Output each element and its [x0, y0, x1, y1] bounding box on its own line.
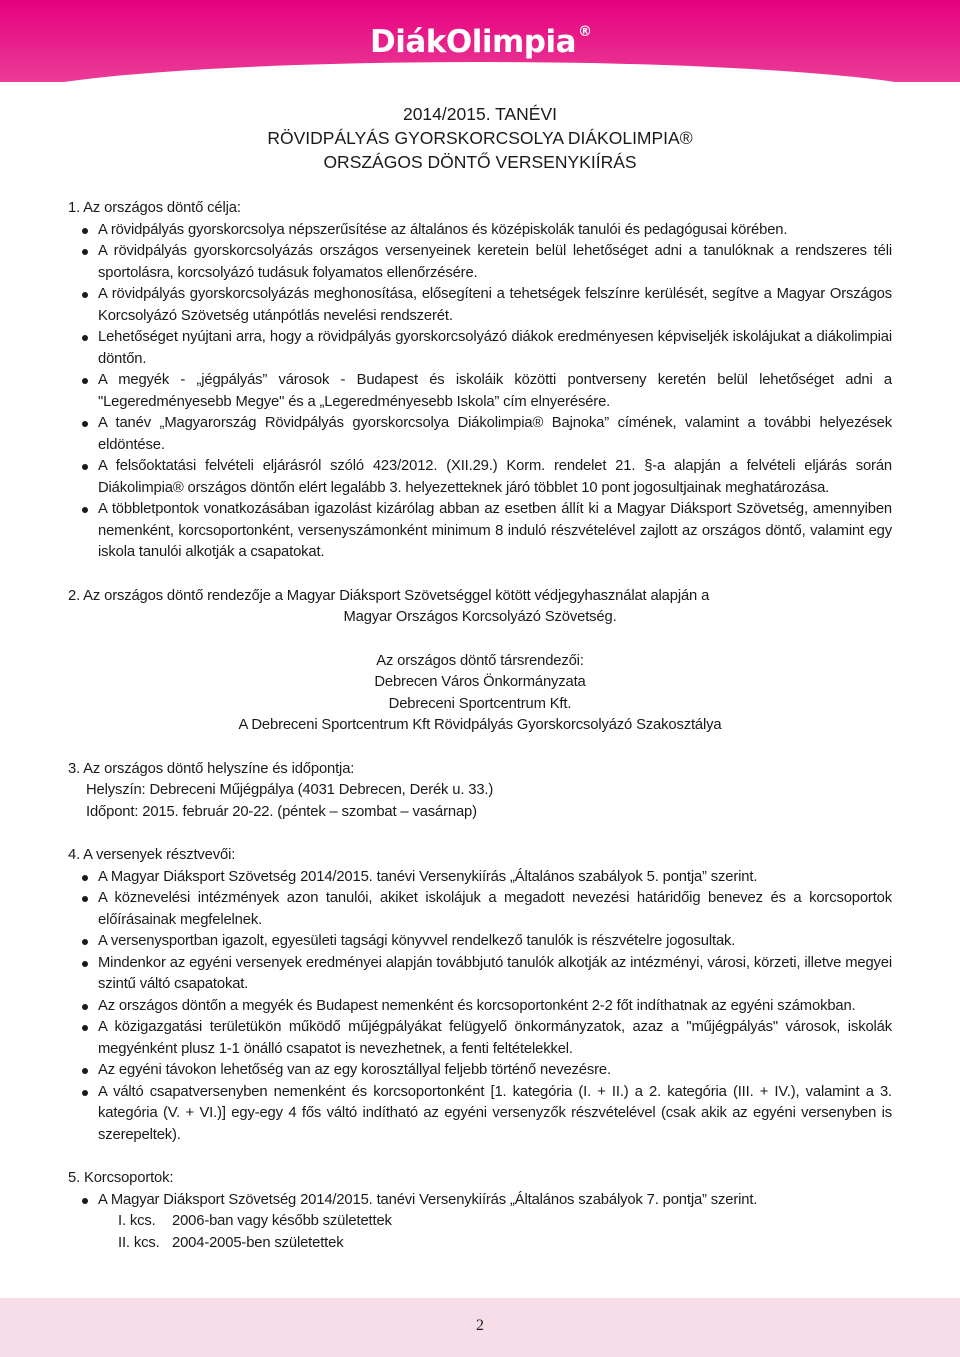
section-1-list [68, 220, 892, 564]
date-line: Időpont: 2015. február 20-22. (péntek – szombat – vasárnap) [86, 803, 477, 820]
organizer-name: Magyar Országos Korcsolyázó Szövetség. [343, 609, 617, 625]
list-item: Mindenkor az egyéni versenyek eredményei alapján továbbjutó tanulók alkotják az intézményi, városi, körzeti, illetve megyei szintű váltó csapatokat. [68, 953, 892, 996]
title-line-2: RÖVIDPÁLYÁS GYORSKORCSOLYA DIÁKOLIMPIA® [267, 128, 693, 148]
list-item: A váltó csapatversenyben nemenként és korcsoportonként [1. kategória (I. + II.) a 2. kategória (III. + IV.), valamint a 3. kategória (V. + VI.)] egy-egy 4 fős váltó indítható az egyéni versenyzők részvételével (csak akik az egyéni versenyben is szerepeltek). [68, 1082, 892, 1147]
section-1-title: 1. Az országos döntő célja: [68, 200, 241, 216]
venue-line: Helyszín: Debreceni Műjégpálya (4031 Debrecen, Derék u. 33.) [86, 782, 494, 798]
section-2-lead: 2. Az országos döntő rendezője a Magyar Diáksport Szövetséggel kötött védjegyhasználat alapján a [68, 587, 710, 604]
list-item: A közigazgatási területükön működő műjégpályákat felügyelő önkormányzatok, azaz a "műjégpályás" városok, iskolák megyénként plusz 1-1 önálló csapatot is nevezhetnek, a fenti feltételekkel. [68, 1017, 892, 1060]
list-item: A rövidpályás gyorskorcsolyázás meghonosítása, elősegíteni a tehetségek felszínre kerülését, segítve a Magyar Országos Korcsolyázó Szövetség utánpótlás nevelési rendszerét. [68, 284, 892, 327]
section-3-title: 3. Az országos döntő helyszíne és időpontja: [68, 760, 355, 777]
title-line-1: 2014/2015. TANÉVI [402, 104, 558, 124]
logo-text: DiákOlimpia [370, 24, 577, 60]
age-group-label: II. kcs. [118, 1234, 160, 1251]
age-group-label: I. kcs. [118, 1213, 156, 1229]
list-item: A rövidpályás gyorskorcsolya népszerűsítése az általános és középiskolák tanulói és pedagógusai körében. [68, 220, 892, 242]
document-body [68, 198, 892, 1254]
list-item: A köznevelési intézmények azon tanulói, akiket iskolájuk a megadott nevezési határidőig benevez és a korcsoportok előírásainak megfelelnek. [68, 888, 892, 931]
section-4-title: 4. A versenyek résztvevői: [68, 847, 236, 863]
list-item: A tanév „Magyarország Rövidpályás gyorskorcsolya Diákolimpia® Bajnoka” címének, valamint a további helyezések eldöntése. [68, 413, 892, 456]
logo-registered-mark: ® [578, 24, 592, 40]
section-5-list [68, 1190, 892, 1212]
age-group-text: 2006-ban vagy később születettek [172, 1213, 392, 1229]
list-item: A megyék - „jégpályás” városok - Budapest és iskoláik közötti pontverseny keretén belül lehetőséget adni a "Legeredményesebb Megye" és a „Legeredményesebb Iskola” cím elnyerésére. [68, 370, 892, 413]
diakolimpia-logo [370, 24, 592, 64]
list-item: A felsőoktatási felvételi eljárásról szóló 423/2012. (XII.29.) Korm. rendelet 21. §-a alapján a felvételi eljárás során Diákolimpia® országos döntőn elért legalább 3. helyezetteknek járó többlet 10 pont jogosultjainak meghatározása. [68, 456, 892, 499]
list-item: Az országos döntőn a megyék és Budapest nemenként és korcsoportonként 2-2 főt indíthatnak az egyéni számokban. [68, 996, 892, 1018]
page-number: 2 [476, 1317, 484, 1334]
list-item: A versenysportban igazolt, egyesületi tagsági könyvvel rendelkező tanulók is részvételre jogosultak. [68, 931, 892, 953]
section-5-title: 5. Korcsoportok: [68, 1170, 174, 1186]
age-group-row [68, 1211, 892, 1233]
co-organizers-title: Az országos döntő társrendezői: [376, 652, 584, 669]
document-title [0, 102, 960, 174]
list-item: Lehetőséget nyújtani arra, hogy a rövidpályás gyorskorcsolyázó diákok eredményesen képviseljék iskolájukat a diákolimpiai döntőn. [68, 327, 892, 370]
co-organizer-3: A Debreceni Sportcentrum Kft Rövidpályás Gyorskorcsolyázó Szakosztálya [238, 717, 722, 733]
list-item: A rövidpályás gyorskorcsolyázás országos versenyeinek keretein belül lehetőséget adni a tanulóknak a rendszeres téli sportolásra, korcsolyázó tudásuk folyamatos ellenőrzésére. [68, 241, 892, 284]
co-organizer-1: Debrecen Város Önkormányzata [374, 674, 586, 690]
age-group-row [68, 1233, 892, 1255]
co-organizer-2: Debreceni Sportcentrum Kft. [388, 695, 572, 712]
section-4-list [68, 867, 892, 1147]
list-item: A Magyar Diáksport Szövetség 2014/2015. tanévi Versenykiírás „Általános szabályok 7. pontja” szerint. [68, 1190, 892, 1212]
list-item: Az egyéni távokon lehetőség van az egy korosztállyal feljebb történő nevezésre. [68, 1060, 892, 1082]
age-group-text: 2004-2005-ben születettek [172, 1234, 344, 1251]
title-line-3: ORSZÁGOS DÖNTŐ VERSENYKIÍRÁS [323, 152, 637, 172]
list-item: A Magyar Diáksport Szövetség 2014/2015. tanévi Versenykiírás „Általános szabályok 5. pontja” szerint. [68, 867, 892, 889]
list-item: A többletpontok vonatkozásában igazolást kizárólag abban az esetben állít ki a Magyar Diáksport Szövetség, amennyiben nemenként, korcsoportonként, versenyszámonként minimum 8 induló részvételével zajlott az országos döntő, valamint egy iskola tanulói alkotják a csapatokat. [68, 499, 892, 564]
